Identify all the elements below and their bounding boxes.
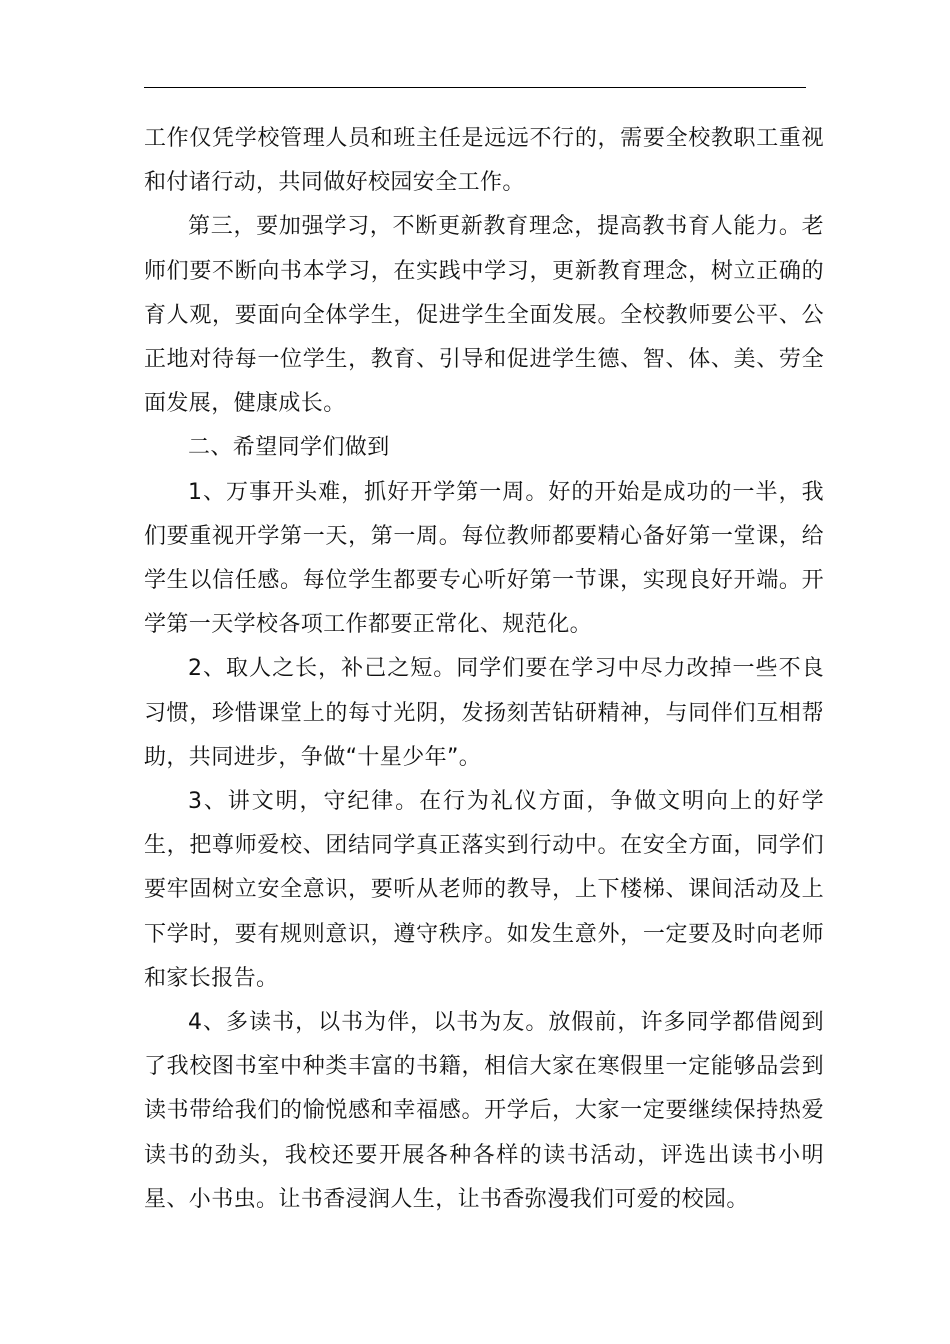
document-body <box>144 117 824 1222</box>
section-heading-students: 二、希望同学们做到 <box>188 435 390 461</box>
paragraph-third-point: 第三，要加强学习，不断更新教育理念，提高教书育人能力。老师们要不断向书本学习，在实践中学习，更新教育理念，树立正确的育人观，要面向全体学生，促进学生全面发展。全校教师要公平、公正地对待每一位学生，教育、引导和促进学生德、智、体、美、劳全面发展，健康成长。 <box>144 214 824 417</box>
header-rule <box>144 87 806 88</box>
paragraph-item-3: 3、讲文明，守纪律。在行为礼仪方面，争做文明向上的好学生，把尊师爱校、团结同学真正落实到行动中。在安全方面，同学们要牢固树立安全意识，要听从老师的教导，上下楼梯、课间活动及上下学时，要有规则意识，遵守秩序。如发生意外，一定要及时向老师和家长报告。 <box>144 789 824 991</box>
paragraph-item-2: 2、取人之长，补己之短。同学们要在学习中尽力改掉一些不良习惯，珍惜课堂上的每寸光阴，发扬刻苦钻研精神，与同伴们互相帮助，共同进步，争做“十星少年”。 <box>144 656 824 770</box>
paragraph-item-1: 1、万事开头难，抓好开学第一周。好的开始是成功的一半，我们要重视开学第一天，第一周。每位教师都要精心备好第一堂课，给学生以信任感。每位学生都要专心听好第一节课，实现良好开端。开学第一天学校各项工作都要正常化、规范化。 <box>144 479 824 638</box>
paragraph-item-4: 4、多读书，以书为伴，以书为友。放假前，许多同学都借阅到了我校图书室中种类丰富的书籍，相信大家在寒假里一定能够品尝到读书带给我们的愉悦感和幸福感。开学后，大家一定要继续保持热爱读书的劲头，我校还要开展各种各样的读书活动，评选出读书小明星、小书虫。让书香浸润人生，让书香弥漫我们可爱的校园。 <box>144 1010 824 1212</box>
paragraph-safety-continued: 工作仅凭学校管理人员和班主任是远远不行的，需要全校教职工重视和付诸行动，共同做好校园安全工作。 <box>144 126 824 196</box>
